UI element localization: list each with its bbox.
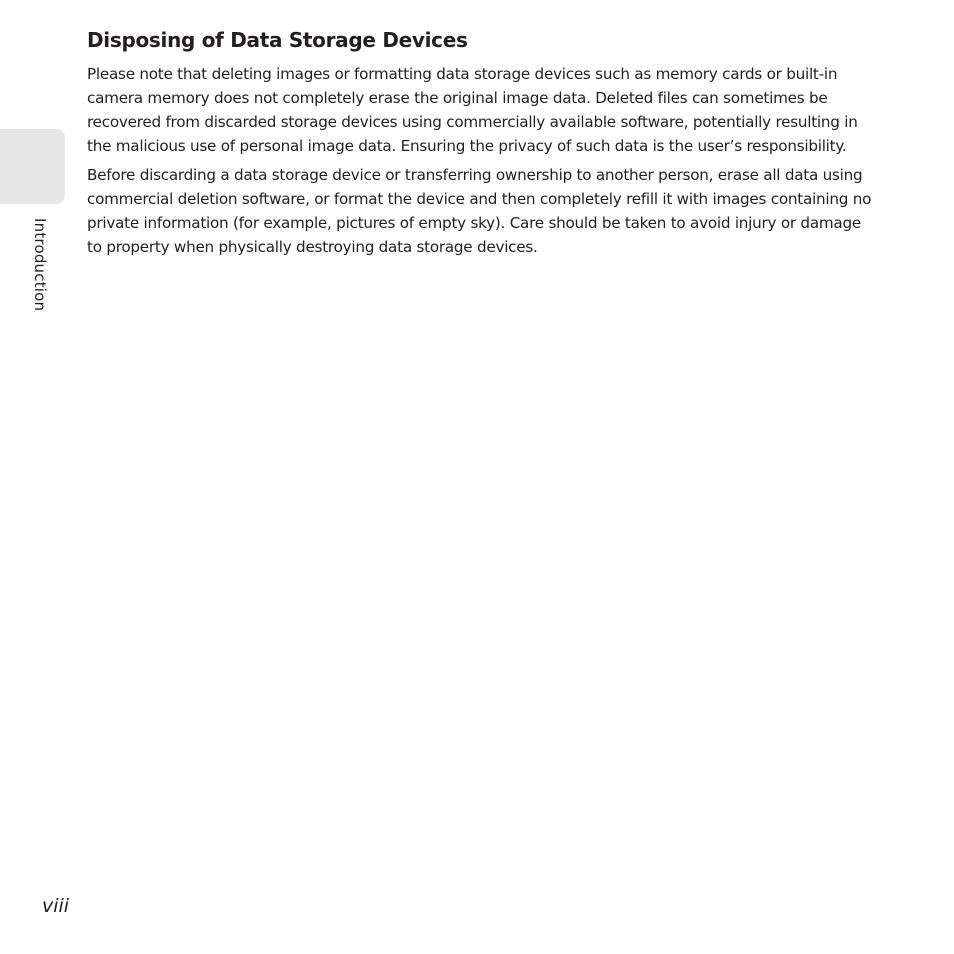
paragraph-2: Before discarding a data storage device or transferring ownership to another person, erase all data using commercial deletion software, or format the device and then completely refill it with images containing no private information (for example, pictures of empty sky). Care should be taken to avoid injury or damage to property when physically destroying data storage devices. [87,166,872,256]
page-number: viii [42,895,70,917]
chapter-label: Introduction [31,218,49,312]
paragraph-1: Please note that deleting images or formatting data storage devices such as memory cards or built-in camera memory does not completely erase the original image data. Deleted files can sometimes be recovered from discarded storage devices using commercially available software, potentially resulting in the malicious use of personal image data. Ensuring the privacy of such data is the user’s responsibility. [87,65,858,155]
main-content [87,27,877,264]
section-heading: Disposing of Data Storage Devices [87,28,468,52]
chapter-tab [0,129,65,204]
